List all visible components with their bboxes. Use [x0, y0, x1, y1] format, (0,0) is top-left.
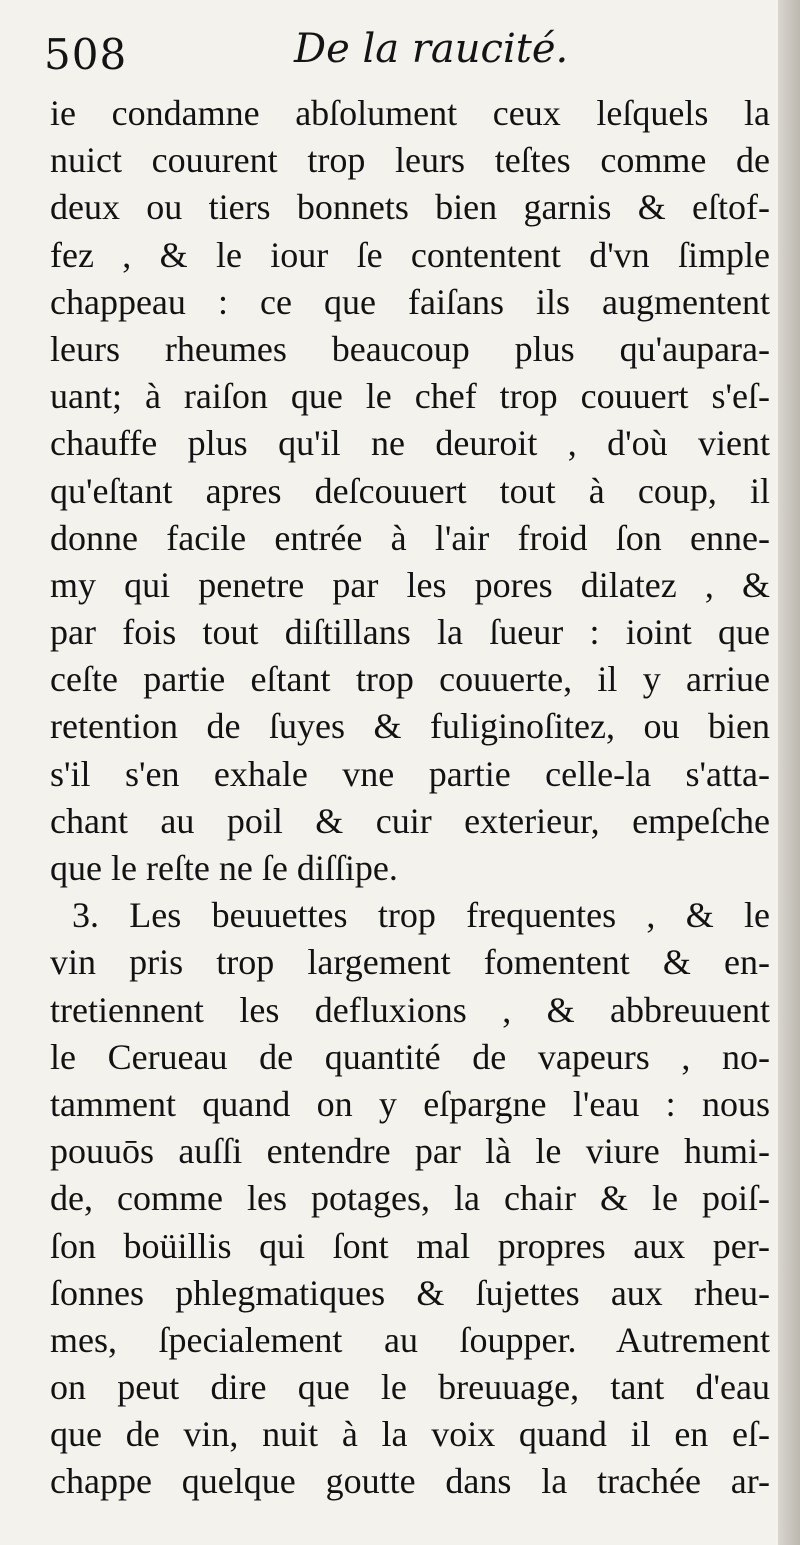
text-line: tamment quand on y eſpargne l'eau : nous [50, 1083, 770, 1124]
body-text [50, 90, 770, 1506]
text-line: uant; à raiſon que le chef trop couuert s'eſ- [50, 376, 770, 417]
text-line: qu'eſtant apres deſcouuert tout à coup, il [50, 470, 770, 511]
text-line: chant au poil & cuir exterieur, empeſche [50, 800, 770, 841]
text-line: ceſte partie eſtant trop couuerte, il y arriue [50, 659, 770, 700]
text-line: donne facile entrée à l'air froid ſon enne- [50, 517, 770, 558]
text-line: nuict couurent trop leurs teſtes comme de [50, 140, 770, 181]
page-number: 508 [44, 30, 128, 79]
text-line: vin pris trop largement fomentent & en- [50, 942, 770, 983]
text-line: deux ou tiers bonnets bien garnis & eſtof- [50, 187, 770, 228]
text-line: mes, ſpecialement au ſoupper. Autrement [50, 1319, 770, 1360]
text-line: pouuōs auſſi entendre par là le viure humi- [50, 1131, 770, 1172]
paragraph-end-line: que le reſte ne ſe diſſipe. [50, 848, 398, 888]
text-line: par fois tout diſtillans la ſueur : ioint que [50, 612, 770, 653]
text-line: leurs rheumes beaucoup plus qu'aupara- [50, 328, 770, 369]
paragraph-start-line: 3. Les beuuettes trop frequentes , & le [72, 895, 770, 936]
text-line: my qui penetre par les pores dilatez , & [50, 564, 770, 605]
page-edge [778, 0, 800, 1545]
text-line: ſon boüillis qui ſont mal propres aux per- [50, 1225, 770, 1266]
text-line: le Cerueau de quantité de vapeurs , no- [50, 1036, 770, 1077]
text-line: fez , & le iour ſe contentent d'vn ſimple [50, 234, 770, 275]
text-line: chauffe plus qu'il ne deuroit , d'où vient [50, 423, 770, 464]
text-line: on peut dire que le breuuage, tant d'eau [50, 1367, 770, 1408]
text-line: de, comme les potages, la chair & le poiſ- [50, 1178, 770, 1219]
text-line: chappe quelque goutte dans la trachée ar- [50, 1461, 770, 1502]
page-header [36, 22, 736, 82]
text-line: retention de ſuyes & fuliginoſitez, ou bien [50, 706, 770, 747]
text-line: ie condamne abſolument ceux leſquels la [50, 93, 770, 133]
text-line: s'il s'en exhale vne partie celle-la s'atta- [50, 753, 770, 794]
text-line: que de vin, nuit à la voix quand il en eſ- [50, 1414, 770, 1455]
running-title: De la raucité. [294, 26, 569, 72]
text-line: ſonnes phlegmatiques & ſujettes aux rheu- [50, 1272, 770, 1313]
text-line: tretiennent les defluxions , & abbreuuent [50, 989, 770, 1030]
text-line: chappeau : ce que faiſans ils augmentent [50, 281, 770, 322]
